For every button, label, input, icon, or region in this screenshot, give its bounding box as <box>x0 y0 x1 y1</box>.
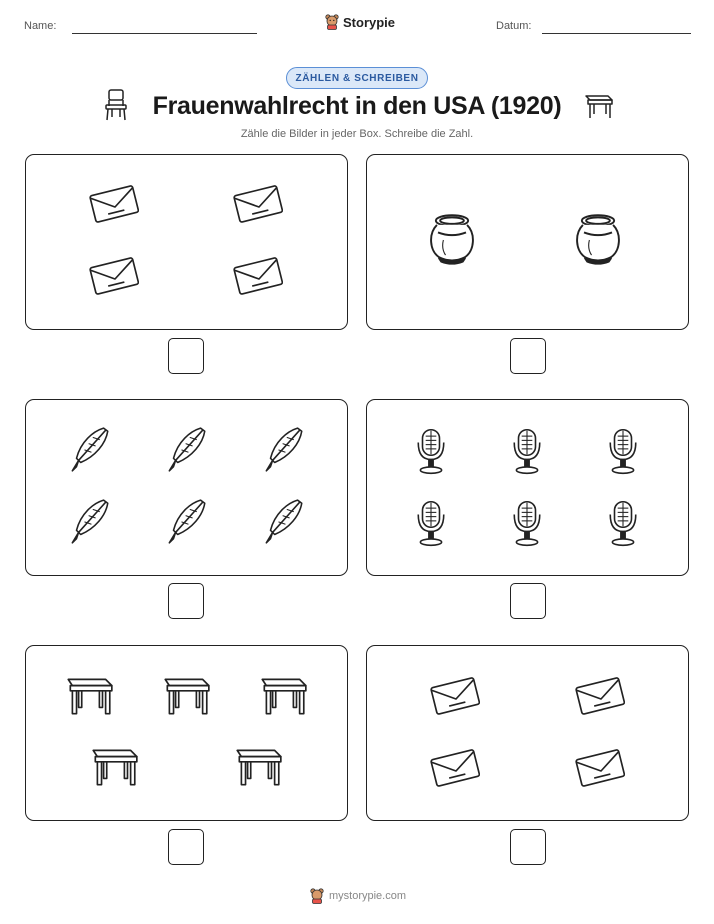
quill-icon <box>161 496 211 548</box>
table-icon <box>582 92 614 120</box>
quill-icon <box>161 424 211 476</box>
footer-url[interactable]: mystorypie.com <box>329 890 407 902</box>
page-title: Frauenwahlrecht in den USA (1920) <box>152 92 562 120</box>
envelope-icon <box>430 676 480 716</box>
envelope-icon <box>233 256 283 296</box>
envelope-icon <box>233 184 283 224</box>
footer <box>310 888 406 904</box>
count-panel-1 <box>25 154 348 330</box>
table-icon <box>87 745 141 789</box>
microphone-icon <box>606 424 640 478</box>
name-label: Name: <box>24 20 57 32</box>
table-icon <box>256 674 310 718</box>
microphone-icon <box>510 424 544 478</box>
table-icon <box>231 745 285 789</box>
microphone-icon <box>606 496 640 550</box>
instructions: Zähle die Bilder in jeder Box. Schreibe die Zahl. <box>240 128 474 140</box>
answer-box-3[interactable] <box>168 583 204 619</box>
bear-icon <box>310 888 324 904</box>
date-field[interactable] <box>542 33 691 34</box>
brand-logo <box>325 14 395 30</box>
bear-icon <box>325 14 339 30</box>
envelope-icon <box>89 256 139 296</box>
count-panel-2 <box>366 154 689 330</box>
answer-box-5[interactable] <box>168 829 204 865</box>
table-icon <box>159 674 213 718</box>
answer-box-1[interactable] <box>168 338 204 374</box>
quill-icon <box>258 496 308 548</box>
answer-box-2[interactable] <box>510 338 546 374</box>
count-panel-5 <box>25 645 348 821</box>
envelope-icon <box>89 184 139 224</box>
pot-icon <box>572 212 624 268</box>
answer-box-6[interactable] <box>510 829 546 865</box>
name-field[interactable] <box>72 33 257 34</box>
envelope-icon <box>430 748 480 788</box>
brand-name: Storypie <box>343 14 396 30</box>
microphone-icon <box>510 496 544 550</box>
category-badge: ZÄHLEN & SCHREIBEN <box>286 67 428 89</box>
count-panel-6 <box>366 645 689 821</box>
envelope-icon <box>575 676 625 716</box>
pot-icon <box>426 212 478 268</box>
quill-icon <box>258 424 308 476</box>
microphone-icon <box>414 424 448 478</box>
envelope-icon <box>575 748 625 788</box>
microphone-icon <box>414 496 448 550</box>
quill-icon <box>64 424 114 476</box>
answer-box-4[interactable] <box>510 583 546 619</box>
date-label: Datum: <box>496 20 532 32</box>
quill-icon <box>64 496 114 548</box>
table-icon <box>62 674 116 718</box>
